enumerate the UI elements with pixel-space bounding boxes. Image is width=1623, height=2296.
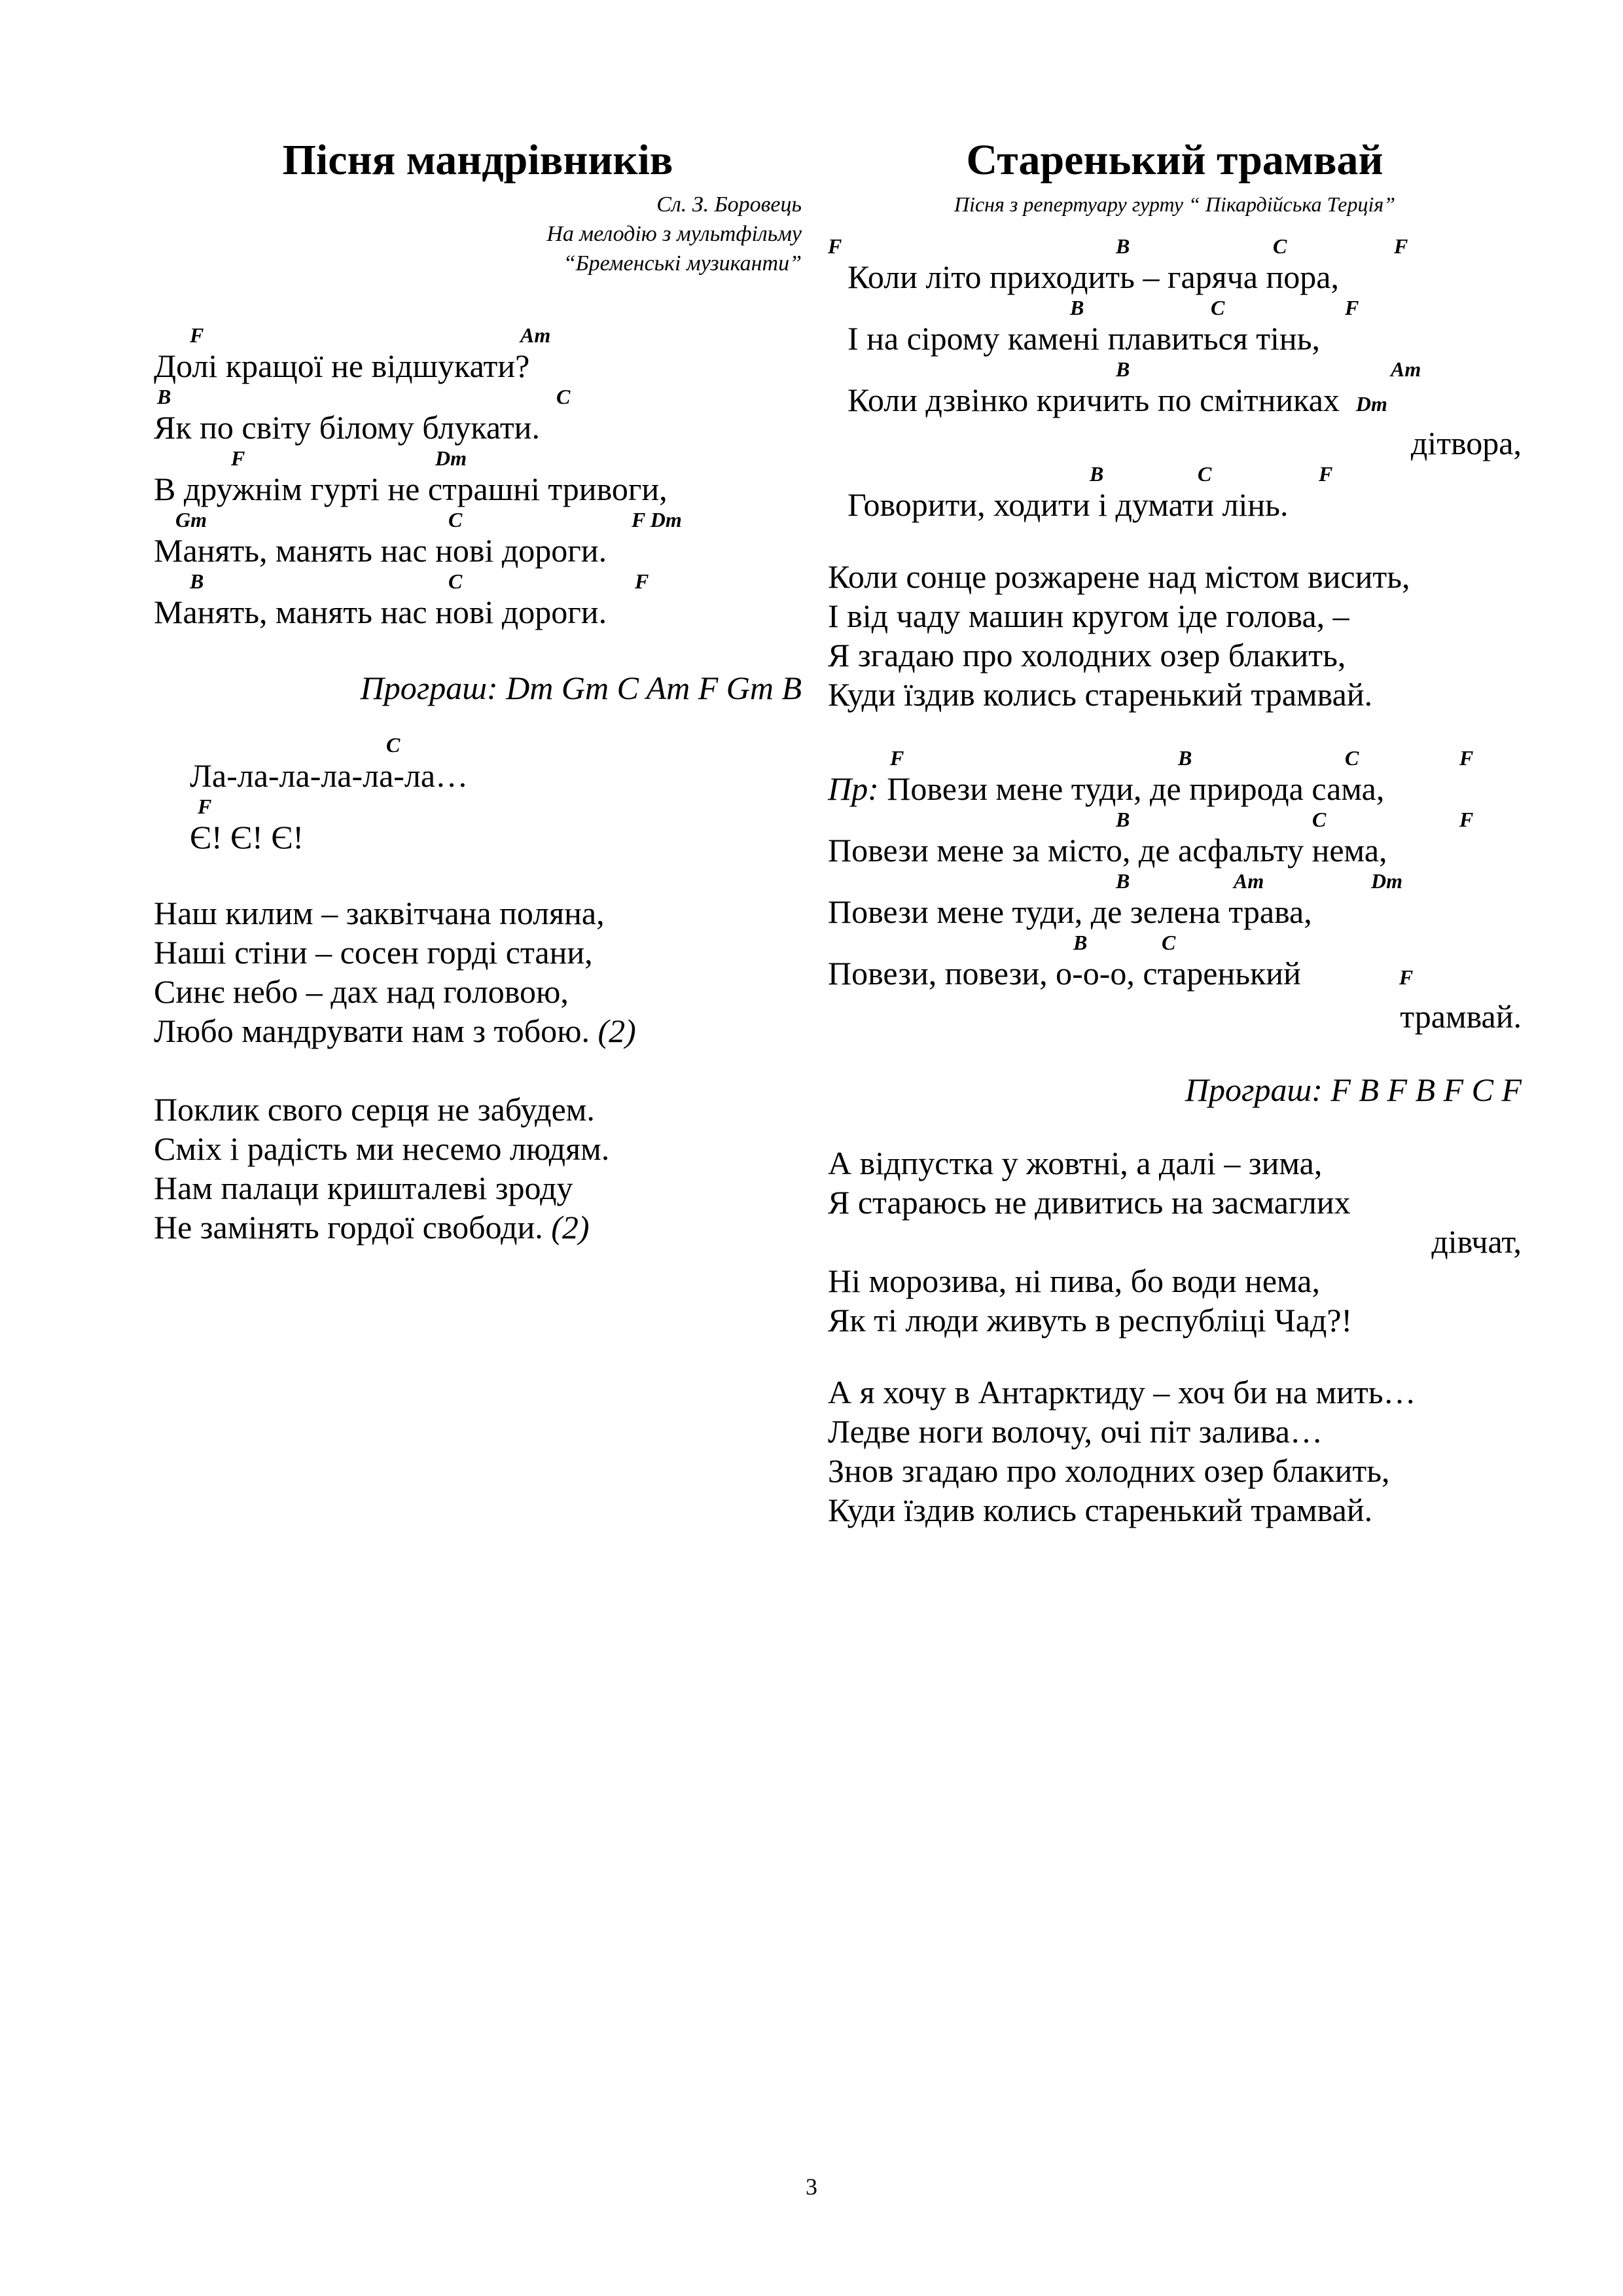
lyric-line: А я хочу в Антарктиду – хоч би на мить… [828,1374,1416,1410]
chord: C [448,569,463,593]
lyric-line [828,769,1522,808]
chord: F [231,446,245,470]
song-column-left [154,131,802,1247]
lyric-line: Є! Є! Є! [190,819,304,855]
chord: B [1090,462,1104,486]
lyric-line: Ні морозива, ні пива, бо води нема, [828,1263,1321,1299]
chord: C [386,733,401,757]
chord: C [1211,296,1225,319]
lyric-line: Я згадаю про холодних озер блакить, [828,637,1346,673]
chord: F [635,569,649,593]
chord: F [1459,808,1474,831]
chord-line [828,808,1522,831]
lyric-line: Ледве ноги волочу, очі піт залива… [828,1413,1323,1450]
chord-line [154,386,802,408]
chord: B [1070,296,1084,319]
chord: Am [1391,357,1421,381]
chord: B [1116,808,1130,831]
song-title-left: Пісня мандрівників [282,136,673,184]
chord: F [890,746,904,770]
lyric-line: Повези мене за місто, де асфальту нема, [828,832,1387,869]
verse-4 [828,1372,1522,1530]
credit-line: На мелодію з мультфільму [546,222,802,246]
chord: B [157,385,171,408]
lyric-line: Нам палаци кришталеві зроду [154,1170,573,1206]
chord-line [828,358,1522,380]
lyric-line: дівчат, [1431,1223,1522,1260]
credit-line: “Бременські музиканти” [563,251,802,276]
lyric-text: Повези, повези, о-о-о, старенький [828,955,1301,992]
lyric-line: Ла-ла-ла-ла-ла-ла… [190,757,469,794]
lyric-line: Поклик свого серця не забудем. [154,1091,595,1128]
chord: F [1399,965,1414,989]
chord-line [190,734,802,756]
chord-line [154,447,802,469]
interlude: Програш: F B F B F C F [1185,1071,1522,1108]
lyric-text: Любо мандрувати нам з тобою. [154,1013,590,1049]
lyric-line: Наші стіни – сосен горді стани, [154,934,593,971]
lyric-line: А відпустка у жовтні, а далі – зима, [828,1145,1323,1181]
chord: F [1319,462,1333,486]
chord: B [1116,869,1130,893]
chord-line [828,747,1522,769]
chord-line [154,570,802,592]
chord-line [190,795,802,817]
chord-line [828,463,1522,485]
interlude: Програш: Dm Gm C Am F Gm B [360,670,802,706]
chord-line [828,931,1522,954]
lyric-line: Куди їздив колись старенький трамвай. [828,1492,1373,1528]
chord: C [1312,808,1327,831]
lyric-line: Коли літо приходить – гаряча пора, [847,259,1339,295]
chord: B [1073,931,1088,954]
repeat-mark: (2) [551,1209,590,1246]
lyric-line: трамвай. [1400,998,1522,1035]
verse-2 [828,557,1522,714]
chord: F [198,795,212,818]
chord: B [1116,234,1130,258]
lyric-line: І на сірому камені плавиться тінь, [847,320,1320,357]
chord: F [1345,296,1359,319]
lyric-line: Наш килим – заквітчана поляна, [154,895,605,931]
lyric-line [154,1011,802,1050]
lyric-text: Не замінять гордої свободи. [154,1209,543,1246]
verse-2 [154,893,802,1050]
verse-1 [154,324,802,632]
chord: Dm [435,446,467,470]
lyric-line: Синє небо – дах над головою, [154,973,569,1010]
lyric-line: І від чаду машин кругом іде голова, – [828,598,1349,634]
lyric-line [828,954,1522,997]
chord: F [190,323,204,347]
chord: F [1459,746,1474,770]
chord-line [154,509,802,531]
lyric-line: Знов згадаю про холодних озер блакить, [828,1452,1390,1489]
lyric-line: Манять, манять нас нові дороги. [154,532,607,569]
lyric-line: Я стараюсь не дивитись на засмаглих [828,1184,1351,1221]
chord: Am [1234,869,1264,893]
verse-1 [828,235,1522,524]
la-refrain [154,734,802,857]
chord-line [154,324,802,346]
verse-3 [828,1143,1522,1340]
lyric-line: Куди їздив колись старенький трамвай. [828,676,1373,713]
lyric-line: Долі кращої не відшукати? [154,348,530,384]
chord: Dm [1371,869,1402,893]
chord: B [190,569,204,593]
lyric-line: Сміх і радість ми несемо людям. [154,1130,610,1167]
lyric-line: Як по світу білому блукати. [154,409,540,446]
chord-line [828,235,1522,257]
lyric-line: Повези мене туди, де зелена трава, [828,893,1312,930]
song-title-right: Старенький трамвай [966,136,1383,184]
song-column-right [828,131,1522,1530]
chord-line [828,870,1522,892]
chord-line [828,296,1522,319]
chord: B [1178,746,1192,770]
repeat-mark: (2) [597,1013,636,1049]
chord: F Dm [632,508,682,531]
credit-line: Сл. З. Боровець [656,192,802,217]
chord: C [1273,234,1287,258]
lyric-line: Коли сонце розжарене над містом висить, [828,558,1410,595]
chord: F [828,234,842,258]
chord: B [1116,357,1130,381]
chord: C [1198,462,1212,486]
chorus-label: Пр: [828,770,879,807]
lyric-line [828,380,1522,423]
verse-3 [154,1090,802,1247]
chord: C [448,508,463,531]
chord: C [1345,746,1359,770]
chord: Dm [1355,392,1387,416]
lyric-line [154,1208,802,1247]
chord: F [1394,234,1408,258]
lyric-line: В дружнім гурті не страшні тривоги, [154,471,668,507]
lyric-text: Коли дзвінко кричить по смітниках [847,382,1340,418]
chord: Am [520,323,551,347]
chord: C [1162,931,1176,954]
lyric-line: Манять, манять нас нові дороги. [154,594,607,630]
lyric-line: дітвора, [1410,425,1522,461]
credit-line: Пісня з репертуару гурту “ Пікардійська Терція” [954,192,1396,216]
chord: C [556,385,571,408]
page-number: 3 [806,2174,817,2200]
lyric-line: Говорити, ходити і думати лінь. [847,486,1289,523]
chorus [828,747,1522,1036]
lyric-text: Повези мене туди, де природа сама, [887,770,1385,807]
lyric-line: Як ті люди живуть в республіці Чад?! [828,1302,1353,1338]
chord: Gm [175,508,207,531]
